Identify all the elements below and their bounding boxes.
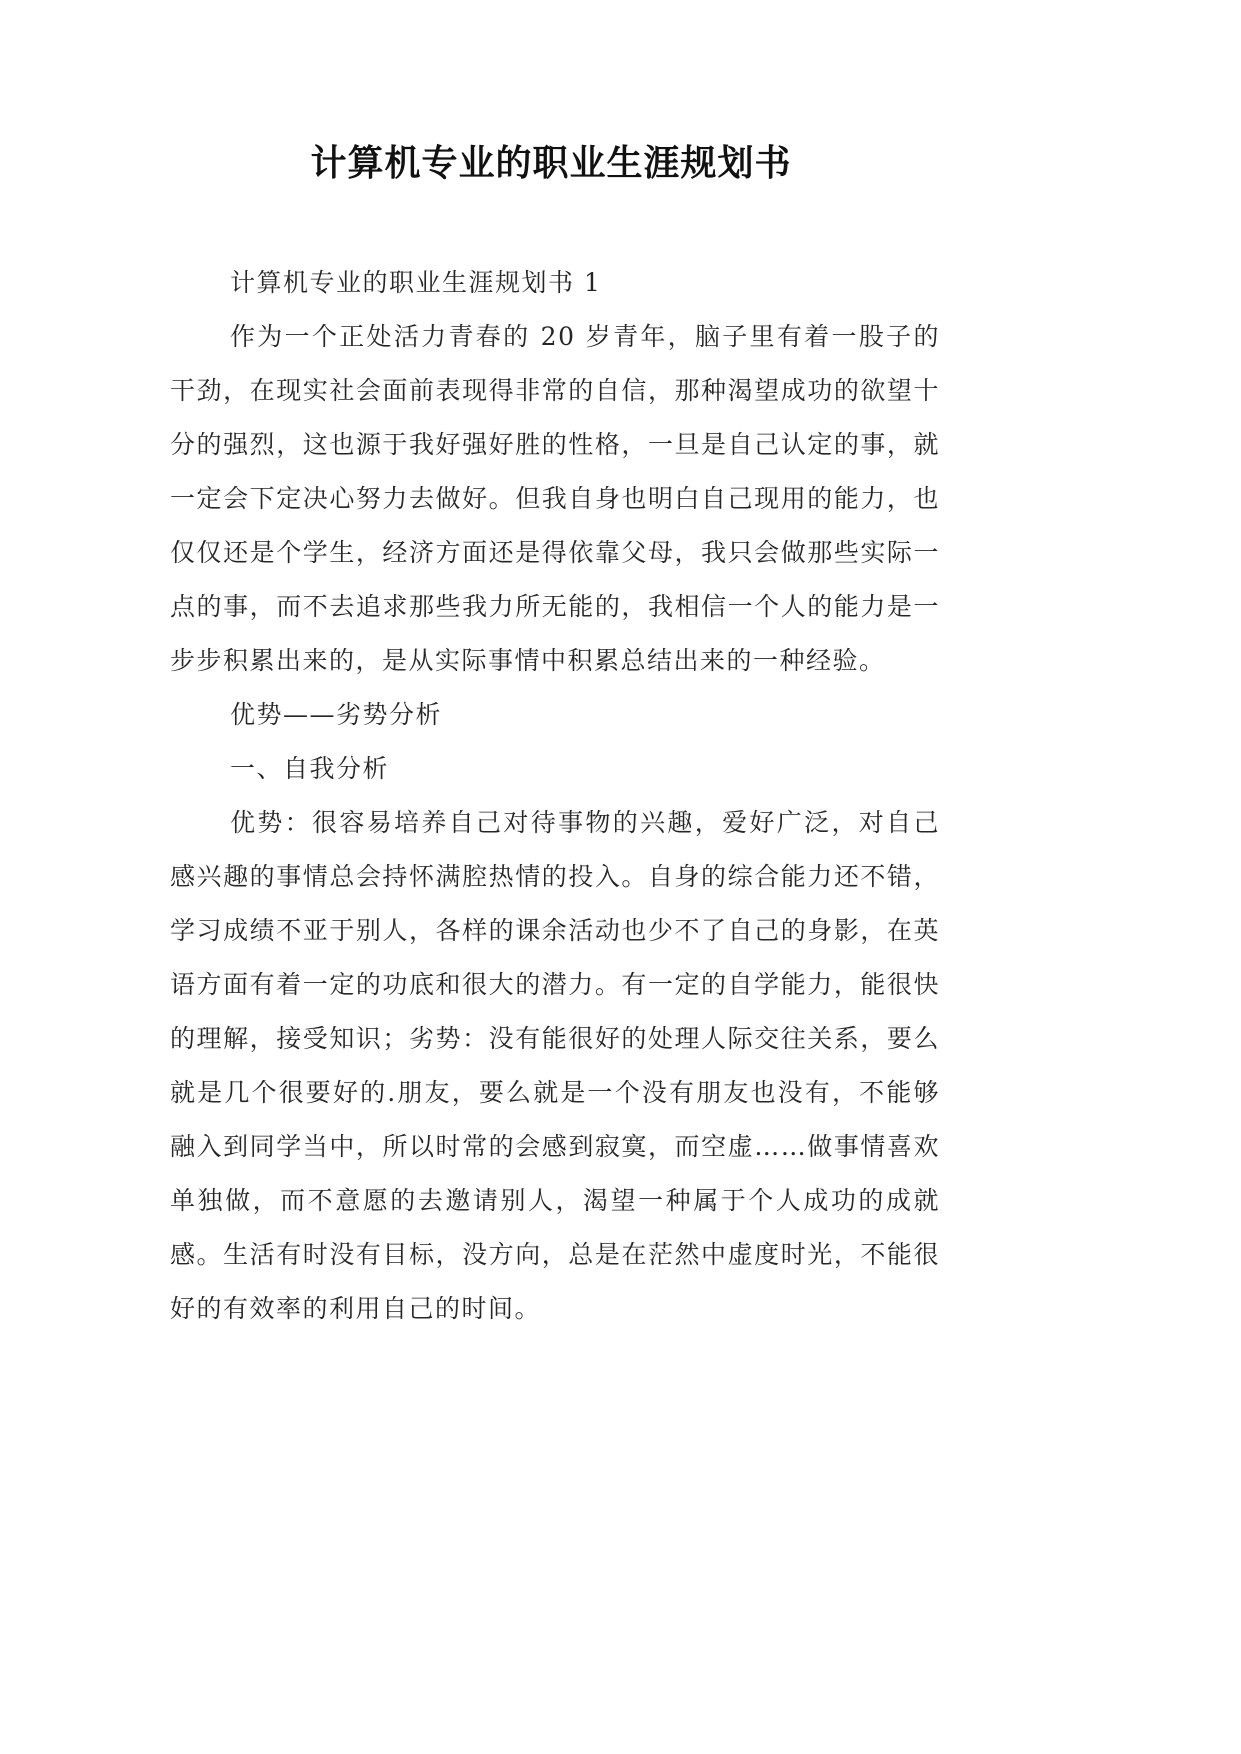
document-body [170,256,940,1336]
strengths-weaknesses-paragraph: 优势：很容易培养自己对待事物的兴趣，爱好广泛，对自己感兴趣的事情总会持怀满腔热情的投入。自身的综合能力还不错，学习成绩不亚于别人，各样的课余活动也少不了自己的身影，在英语方面有着一定的功底和很大的潜力。有一定的自学能力，能很快的理解，接受知识；劣势：没有能很好的处理人际交往关系，要么就是几个很要好的.朋友，要么就是一个没有朋友也没有，不能够融入到同学当中，所以时常的会感到寂寞，而空虚……做事情喜欢单独做，而不意愿的去邀请别人，渴望一种属于个人成功的成就感。生活有时没有目标，没方向，总是在茫然中虚度时光，不能很好的有效率的利用自己的时间。 [170,808,940,1323]
document-title: 计算机专业的职业生涯规划书 [310,143,792,184]
analysis-heading: 优势——劣势分析 [230,700,443,729]
self-analysis-heading: 一、自我分析 [230,754,390,783]
section-heading: 计算机专业的职业生涯规划书 1 [230,268,602,297]
intro-paragraph: 作为一个正处活力青春的 20 岁青年，脑子里有着一股子的干劲，在现实社会面前表现得非常的自信，那种渴望成功的欲望十分的强烈，这也源于我好强好胜的性格，一旦是自己认定的事，就一定会下定决心努力去做好。但我自身也明白自己现用的能力，也仅仅还是个学生，经济方面还是得依靠父母，我只会做那些实际一点的事，而不去追求那些我力所无能的，我相信一个人的能力是一步步积累出来的，是从实际事情中积累总结出来的一种经验。 [170,322,940,675]
